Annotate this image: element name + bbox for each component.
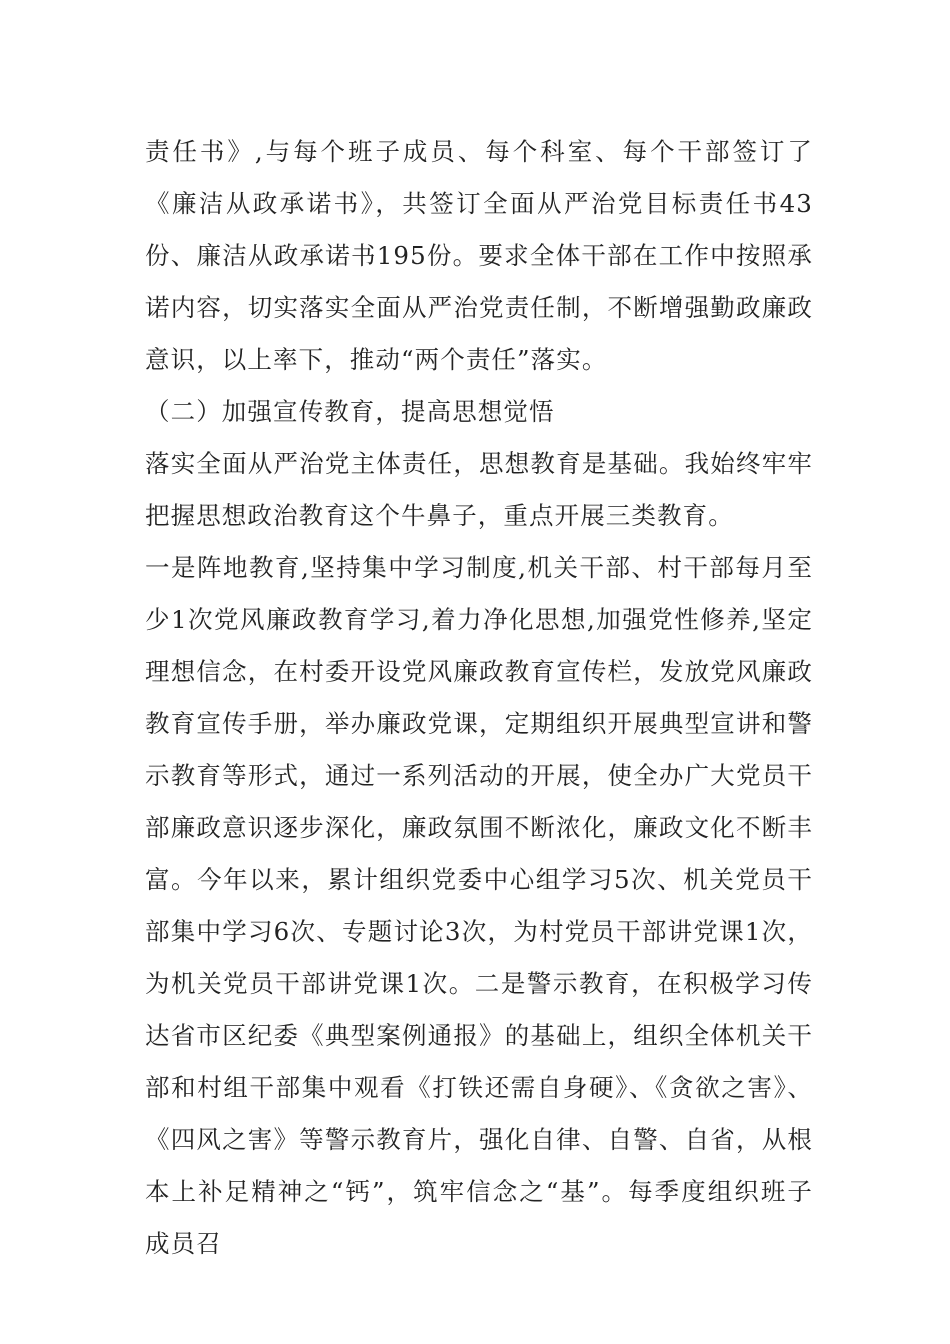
section-heading-publicity-education: （二）加强宣传教育，提高思想觉悟	[145, 397, 555, 426]
paragraph-three-types-education: 一是阵地教育,坚持集中学习制度,机关干部、村干部每月至少1次党风廉政教育学习,着力净化思想,加强党性修养,坚定理想信念，在村委开设党风廉政教育宣传栏，发放党风廉政教育宣传手册，举办廉政党课，定期组织开展典型宣讲和警示教育等形式，通过一系列活动的开展，使全办广大党员干部廉政意识逐步深化，廉政氛围不断浓化，廉政文化不断丰富。今年以来，累计组织党委中心组学习5次、机关党员干部集中学习6次、专题讨论3次，为村党员干部讲党课1次，为机关党员干部讲党课1次。二是警示教育，在积极学习传达省市区纪委《典型案例通报》的基础上，组织全体机关干部和村组干部集中观看《打铁还需自身硬》、《贪欲之害》、《四风之害》等警示教育片，强化自律、自警、自省，从根本上补足精神之“钙”，筑牢信念之“基”。每季度组织班子成员召	[145, 553, 813, 1258]
paragraph-responsibility-letters: 责任书》,与每个班子成员、每个科室、每个干部签订了《廉洁从政承诺书》，共签订全面从严治党目标责任书43份、廉洁从政承诺书195份。要求全体干部在工作中按照承诺内容，切实落实全面从严治党责任制，不断增强勤政廉政意识，以上率下，推动“两个责任”落实。	[145, 137, 813, 374]
document-page	[145, 126, 813, 1270]
paragraph-ideological-education: 落实全面从严治党主体责任，思想教育是基础。我始终牢牢把握思想政治教育这个牛鼻子，重点开展三类教育。	[145, 449, 813, 530]
